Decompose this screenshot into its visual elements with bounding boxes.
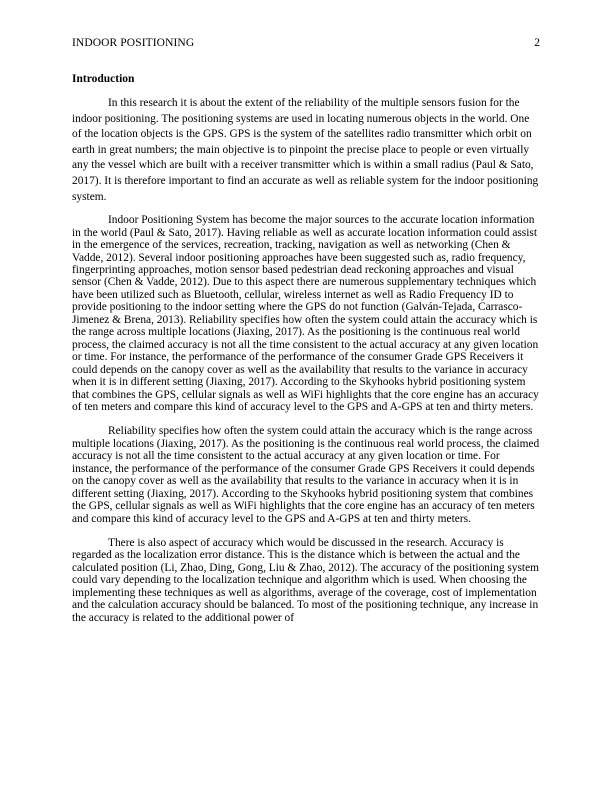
document-body	[72, 72, 540, 624]
section-heading: Introduction	[72, 73, 135, 85]
body-paragraph: There is also aspect of accuracy which would be discussed in the research. Accuracy is regarded as the localization error distance. This is the distance which is between the actual and the calculated position (Li, Zhao, Ding, Gong, Liu & Zhao, 2012). The accuracy of the positioning system could vary depending to the localization technique and algorithm which is used. When choosing the implementing these techniques as well as algorithms, average of the coverage, cost of implementation and the calculation accuracy should be balanced. To most of the positioning technique, any increase in the accuracy is related to the additional power of	[72, 537, 540, 624]
running-head: INDOOR POSITIONING	[72, 37, 195, 49]
body-paragraph: Reliability specifies how often the system could attain the accuracy which is the range across multiple locations (Jiaxing, 2017). As the positioning is the continuous real world process, the claimed accuracy is not all the time consistent to the actual accuracy at any given location or time. For instance, the performance of the performance of the consumer Grade GPS Receivers it could depends on the canopy cover as well as the availability that results to the variance in accuracy when it is in different setting (Jiaxing, 2017). According to the Skyhooks hybrid positioning system that combines the GPS, cellular signals as well as WiFi highlights that the core engine has an accuracy of ten meters and compare this kind of accuracy level to the GPS and A-GPS at ten and thirty meters.	[72, 425, 540, 525]
body-paragraph: In this research it is about the extent of the reliability of the multiple sensors fusion for the indoor positioning. The positioning systems are used in locating numerous objects in the world. One of the location objects is the GPS. GPS is the system of the satellites radio transmitter which orbit on earth in great numbers; the main objective is to pinpoint the precise place to people or even virtually any the vessel which are built with a receiver transmitter which is within a small radius (Paul & Sato, 2017). It is therefore important to find an accurate as well as reliable system for the indoor positioning system.	[72, 97, 539, 203]
page-header	[72, 37, 540, 53]
page-number: 2	[534, 37, 540, 49]
body-paragraph: Indoor Positioning System has become the major sources to the accurate location information in the world (Paul & Sato, 2017). Having reliable as well as accurate location information could assist in the emergence of the services, recreation, tracking, navigation as well as networking (Chen & Vadde, 2012). Several indoor positioning approaches have been suggested such as, radio frequency, fingerprinting approaches, motion sensor based pedestrian dead reckoning approaches and visual sensor (Chen & Vadde, 2012). Due to this aspect there are numerous supplementary techniques which have been utilized such as Bluetooth, cellular, wireless internet as well as Radio Frequency ID to provide positioning to the indoor setting where the GPS do not function (Galván-Tejada, Carrasco-Jimenez & Brena, 2013). Reliability specifies how often the system could attain the accuracy which is the range across multiple locations (Jiaxing, 2017). As the positioning is the continuous real world process, the claimed accuracy is not all the time consistent to the actual accuracy at any given location or time. For instance, the performance of the performance of the consumer Grade GPS Receivers it could depends on the canopy cover as well as the availability that results to the variance in accuracy when it is in different setting (Jiaxing, 2017). According to the Skyhooks hybrid positioning system that combines the GPS, cellular signals as well as WiFi highlights that the core engine has an accuracy of ten meters and compare this kind of accuracy level to the GPS and A-GPS at ten and thirty meters.	[72, 214, 539, 413]
